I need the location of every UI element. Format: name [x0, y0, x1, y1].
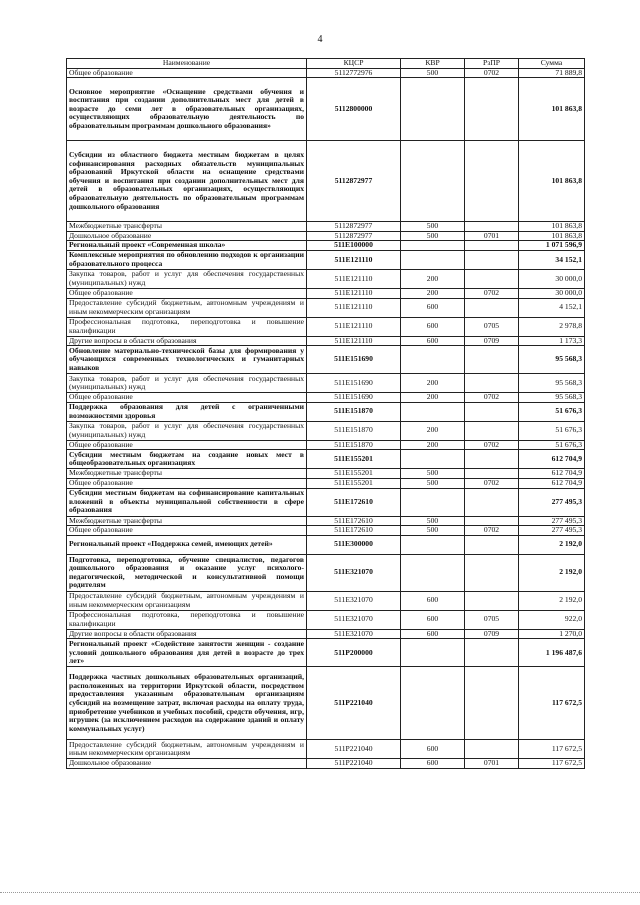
cell-sum: 1 196 487,6 — [519, 639, 585, 667]
cell-sum: 922,0 — [519, 610, 585, 629]
cell-rzpr — [465, 298, 519, 317]
cell-rzpr: 0705 — [465, 610, 519, 629]
cell-name: Межбюджетные трансферты — [67, 222, 307, 232]
cell-sum: 95 568,3 — [519, 346, 585, 374]
cell-name: Региональный проект «Содействие занятости женщин - создание условий дошкольного образования для детей в возрасте до трех лет» — [67, 639, 307, 667]
cell-sum: 95 568,3 — [519, 393, 585, 403]
cell-kcsr: 5112772976 — [307, 68, 401, 78]
cell-name: Предоставление субсидий бюджетным, автономным учреждениям и иным некоммерческим организациям — [67, 591, 307, 610]
table-row — [67, 402, 585, 421]
cell-kcsr: 511E321070 — [307, 554, 401, 591]
cell-name: Закупка товаров, работ и услуг для обеспечения государственных (муниципальных) нужд — [67, 421, 307, 440]
cell-kvr: 600 — [401, 317, 465, 336]
cell-name: Профессиональная подготовка, переподготовка и повышение квалификации — [67, 317, 307, 336]
cell-kcsr: 511E151870 — [307, 402, 401, 421]
cell-sum: 117 672,5 — [519, 759, 585, 769]
cell-sum: 2 978,8 — [519, 317, 585, 336]
cell-kcsr: 511P221040 — [307, 740, 401, 759]
cell-name: Общее образование — [67, 288, 307, 298]
cell-rzpr — [465, 469, 519, 479]
cell-rzpr — [465, 241, 519, 251]
cell-name: Общее образование — [67, 478, 307, 488]
cell-name: Поддержка частных дошкольных образовательных организаций, расположенных на территории Иркутской области, посредством предоставления указанным образовательным организациям субсидий на возмещение затрат, включая расходы на оплату труда, приобретение учебников и учебных пособий, средств обучения, игр, игрушек (за исключением расходов на содержание зданий и оплату коммунальных услуг) — [67, 667, 307, 740]
cell-kcsr: 511E172610 — [307, 516, 401, 526]
cell-rzpr: 0709 — [465, 336, 519, 346]
cell-kvr — [401, 402, 465, 421]
cell-kvr: 600 — [401, 610, 465, 629]
cell-sum: 612 704,9 — [519, 450, 585, 469]
cell-kvr: 600 — [401, 298, 465, 317]
cell-kvr — [401, 488, 465, 516]
cell-kcsr: 511E151690 — [307, 393, 401, 403]
cell-kvr — [401, 241, 465, 251]
cell-name: Общее образование — [67, 526, 307, 536]
cell-kcsr: 511E321070 — [307, 610, 401, 629]
cell-kcsr: 511P200000 — [307, 639, 401, 667]
cell-rzpr — [465, 222, 519, 232]
cell-name: Дошкольное образование — [67, 759, 307, 769]
cell-sum: 117 672,5 — [519, 740, 585, 759]
cell-name: Закупка товаров, работ и услуг для обеспечения государственных (муниципальных) нужд — [67, 374, 307, 393]
budget-table — [66, 58, 585, 769]
table-row — [67, 241, 585, 251]
table-row — [67, 298, 585, 317]
table-row — [67, 591, 585, 610]
table-row — [67, 440, 585, 450]
cell-kcsr: 511E172610 — [307, 488, 401, 516]
cell-sum: 2 192,0 — [519, 591, 585, 610]
cell-kvr — [401, 554, 465, 591]
header-sum: Сумма — [519, 59, 585, 69]
cell-rzpr — [465, 554, 519, 591]
table-row — [67, 374, 585, 393]
cell-sum: 71 889,8 — [519, 68, 585, 78]
cell-kvr: 200 — [401, 421, 465, 440]
cell-kvr — [401, 667, 465, 740]
cell-sum: 101 863,8 — [519, 78, 585, 141]
cell-kvr: 500 — [401, 516, 465, 526]
cell-sum: 51 676,3 — [519, 421, 585, 440]
cell-rzpr: 0702 — [465, 526, 519, 536]
cell-kcsr: 511E321070 — [307, 591, 401, 610]
header-kvr: КВР — [401, 59, 465, 69]
table-row — [67, 516, 585, 526]
cell-kcsr: 511E172610 — [307, 526, 401, 536]
header-kcsr: КЦСР — [307, 59, 401, 69]
cell-name: Субсидии из областного бюджета местным бюджетам в целях софинансирования расходных обязательств муниципальных образований Иркутской области на оснащение средствами обучения и воспитания при создании дополнительных мест для детей в образовательных организациях, осуществляющих образовательную деятельность по образовательным программам дошкольного образования — [67, 141, 307, 222]
cell-kcsr: 511E121110 — [307, 250, 401, 269]
table-row — [67, 393, 585, 403]
cell-kcsr: 511E321070 — [307, 629, 401, 639]
table-row — [67, 610, 585, 629]
cell-kcsr: 511E121110 — [307, 288, 401, 298]
cell-rzpr — [465, 402, 519, 421]
cell-kcsr: 511E121110 — [307, 317, 401, 336]
cell-sum: 101 863,8 — [519, 222, 585, 232]
cell-kvr: 500 — [401, 231, 465, 241]
cell-name: Общее образование — [67, 440, 307, 450]
table-row — [67, 288, 585, 298]
cell-sum: 277 495,3 — [519, 488, 585, 516]
table-row — [67, 346, 585, 374]
cell-kvr: 500 — [401, 469, 465, 479]
cell-kcsr: 511E121110 — [307, 298, 401, 317]
cell-name: Другие вопросы в области образования — [67, 629, 307, 639]
cell-kvr — [401, 346, 465, 374]
cell-kvr: 200 — [401, 393, 465, 403]
cell-rzpr — [465, 269, 519, 288]
cell-sum: 1 173,3 — [519, 336, 585, 346]
cell-kvr: 600 — [401, 336, 465, 346]
cell-kvr: 500 — [401, 68, 465, 78]
cell-kcsr: 511E121110 — [307, 336, 401, 346]
cell-kcsr: 5112800000 — [307, 78, 401, 141]
table-row — [67, 488, 585, 516]
header-rzpr: РзПР — [465, 59, 519, 69]
cell-kcsr: 511E121110 — [307, 269, 401, 288]
cell-sum: 95 568,3 — [519, 374, 585, 393]
table-row — [67, 68, 585, 78]
cell-sum: 1 270,0 — [519, 629, 585, 639]
cell-rzpr: 0705 — [465, 317, 519, 336]
cell-kvr: 600 — [401, 591, 465, 610]
header-name: Наименование — [67, 59, 307, 69]
cell-name: Обновление материально-технической базы для формирования у обучающихся современных технологических и гуманитарных навыков — [67, 346, 307, 374]
cell-rzpr: 0702 — [465, 478, 519, 488]
cell-kcsr: 511E151870 — [307, 440, 401, 450]
table-row — [67, 450, 585, 469]
cell-kcsr: 511E151870 — [307, 421, 401, 440]
page-bottom-edge — [0, 892, 640, 893]
cell-rzpr — [465, 141, 519, 222]
cell-rzpr: 0702 — [465, 288, 519, 298]
table-row — [67, 141, 585, 222]
table-row — [67, 469, 585, 479]
cell-kcsr: 511E151690 — [307, 346, 401, 374]
cell-sum: 2 192,0 — [519, 535, 585, 554]
table-row — [67, 629, 585, 639]
table-header-row — [67, 59, 585, 69]
table-body — [67, 68, 585, 768]
cell-name: Другие вопросы в области образования — [67, 336, 307, 346]
cell-rzpr — [465, 450, 519, 469]
cell-sum: 1 071 596,9 — [519, 241, 585, 251]
cell-kvr: 600 — [401, 740, 465, 759]
cell-name: Предоставление субсидий бюджетным, автономным учреждениям и иным некоммерческим организациям — [67, 740, 307, 759]
cell-name: Профессиональная подготовка, переподготовка и повышение квалификации — [67, 610, 307, 629]
cell-name: Закупка товаров, работ и услуг для обеспечения государственных (муниципальных) нужд — [67, 269, 307, 288]
cell-sum: 117 672,5 — [519, 667, 585, 740]
cell-rzpr: 0702 — [465, 68, 519, 78]
cell-kvr: 200 — [401, 440, 465, 450]
cell-rzpr — [465, 78, 519, 141]
cell-sum: 30 000,0 — [519, 288, 585, 298]
cell-kvr: 500 — [401, 478, 465, 488]
cell-sum: 612 704,9 — [519, 478, 585, 488]
cell-rzpr: 0701 — [465, 759, 519, 769]
table-row — [67, 535, 585, 554]
cell-kcsr: 511E155201 — [307, 450, 401, 469]
cell-sum: 51 676,3 — [519, 402, 585, 421]
cell-rzpr — [465, 740, 519, 759]
cell-rzpr — [465, 591, 519, 610]
table-row — [67, 667, 585, 740]
cell-rzpr — [465, 421, 519, 440]
cell-kcsr: 511E100000 — [307, 241, 401, 251]
cell-name: Поддержка образования для детей с ограниченными возможностями здоровья — [67, 402, 307, 421]
cell-sum: 612 704,9 — [519, 469, 585, 479]
table-row — [67, 759, 585, 769]
cell-name: Подготовка, переподготовка, обучение специалистов, педагогов дошкольного образования и оказание услуг психолого-педагогической, методической и консультативной помощи родителям — [67, 554, 307, 591]
cell-sum: 2 192,0 — [519, 554, 585, 591]
cell-kcsr: 5112872977 — [307, 231, 401, 241]
cell-rzpr — [465, 639, 519, 667]
table-row — [67, 478, 585, 488]
cell-name: Межбюджетные трансферты — [67, 516, 307, 526]
cell-kcsr: 511E151690 — [307, 374, 401, 393]
cell-sum: 277 495,3 — [519, 516, 585, 526]
cell-kvr: 200 — [401, 288, 465, 298]
table-row — [67, 222, 585, 232]
cell-kcsr: 511E300000 — [307, 535, 401, 554]
cell-kcsr: 511P221040 — [307, 759, 401, 769]
table-row — [67, 740, 585, 759]
cell-sum: 30 000,0 — [519, 269, 585, 288]
cell-sum: 4 152,1 — [519, 298, 585, 317]
cell-sum: 34 152,1 — [519, 250, 585, 269]
cell-rzpr — [465, 374, 519, 393]
cell-name: Комплексные мероприятия по обновлению подходов к организации образовательного процесса — [67, 250, 307, 269]
cell-kvr — [401, 535, 465, 554]
cell-kcsr: 511P221040 — [307, 667, 401, 740]
cell-rzpr: 0702 — [465, 393, 519, 403]
cell-name: Региональный проект «Современная школа» — [67, 241, 307, 251]
table-row — [67, 317, 585, 336]
cell-name: Общее образование — [67, 393, 307, 403]
cell-kvr — [401, 141, 465, 222]
cell-name: Общее образование — [67, 68, 307, 78]
table-row — [67, 639, 585, 667]
page-number: 4 — [317, 34, 323, 45]
cell-sum: 101 863,8 — [519, 231, 585, 241]
cell-rzpr: 0701 — [465, 231, 519, 241]
table-row — [67, 554, 585, 591]
cell-rzpr: 0702 — [465, 440, 519, 450]
cell-name: Предоставление субсидий бюджетным, автономным учреждениям и иным некоммерческим организациям — [67, 298, 307, 317]
cell-name: Дошкольное образование — [67, 231, 307, 241]
cell-kvr: 600 — [401, 629, 465, 639]
cell-kvr: 200 — [401, 374, 465, 393]
cell-kvr: 500 — [401, 526, 465, 536]
cell-name: Региональный проект «Поддержка семей, имеющих детей» — [67, 535, 307, 554]
cell-kvr — [401, 450, 465, 469]
cell-kcsr: 511E155201 — [307, 469, 401, 479]
cell-sum: 277 495,3 — [519, 526, 585, 536]
cell-rzpr — [465, 250, 519, 269]
table-row — [67, 421, 585, 440]
cell-kcsr: 5112872977 — [307, 141, 401, 222]
cell-kvr: 500 — [401, 222, 465, 232]
cell-rzpr — [465, 488, 519, 516]
cell-rzpr — [465, 346, 519, 374]
cell-rzpr — [465, 535, 519, 554]
cell-name: Субсидии местным бюджетам на создание новых мест в общеобразовательных организациях — [67, 450, 307, 469]
table-row — [67, 269, 585, 288]
cell-name: Основное мероприятие «Оснащение средствами обучения и воспитания при создании дополнительных мест для детей в возрасте до семи лет в образовательных организациях, осуществляющих образовательную деятельность по образовательным программам дошкольного образования» — [67, 78, 307, 141]
cell-kvr: 200 — [401, 269, 465, 288]
cell-kcsr: 511E155201 — [307, 478, 401, 488]
cell-kvr — [401, 639, 465, 667]
cell-kvr: 600 — [401, 759, 465, 769]
cell-name: Субсидии местным бюджетам на софинансирование капитальных вложений в объекты муниципальной собственности в сфере образования — [67, 488, 307, 516]
cell-sum: 51 676,3 — [519, 440, 585, 450]
table-row — [67, 78, 585, 141]
table-row — [67, 336, 585, 346]
cell-rzpr: 0709 — [465, 629, 519, 639]
cell-kcsr: 5112872977 — [307, 222, 401, 232]
cell-rzpr — [465, 667, 519, 740]
table-row — [67, 250, 585, 269]
cell-sum: 101 863,8 — [519, 141, 585, 222]
cell-kvr — [401, 250, 465, 269]
cell-name: Межбюджетные трансферты — [67, 469, 307, 479]
table-row — [67, 526, 585, 536]
cell-kvr — [401, 78, 465, 141]
